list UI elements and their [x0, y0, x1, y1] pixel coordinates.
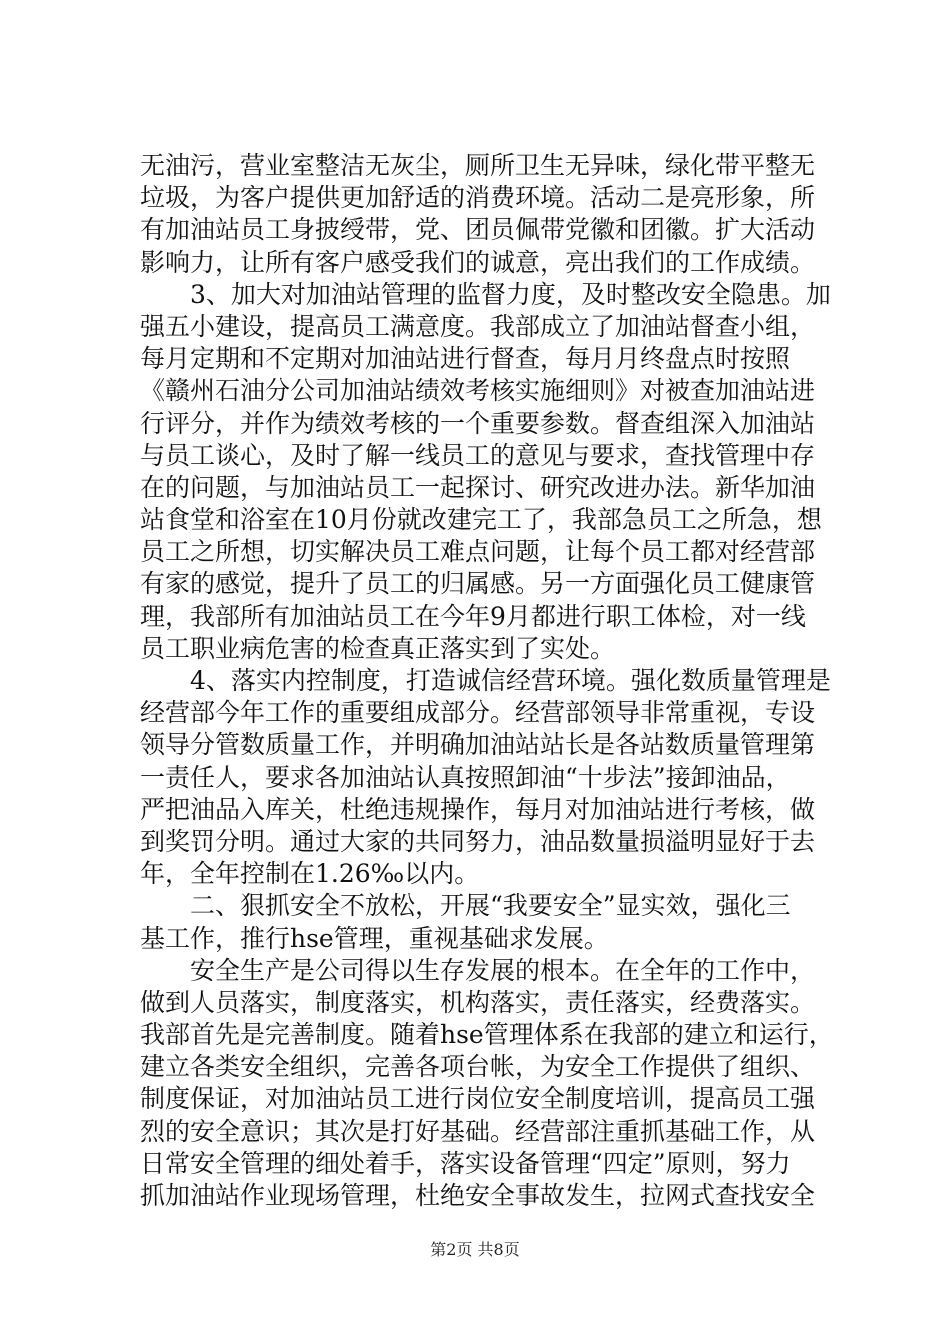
text-line: 在的问题，与加油站员工一起探讨、研究改进办法。新华加油	[140, 472, 816, 502]
text-line: 《赣州石油分公司加油站绩效考核实施细则》对被查加油站进	[140, 376, 816, 406]
text-line: 3、加大对加油站管理的监督力度，及时整改安全隐患。加	[140, 279, 831, 309]
text-line: 建立各类安全组织，完善各项台帐，为安全工作提供了组织、	[140, 1052, 816, 1082]
text-line: 理，我部所有加油站员工在今年9月都进行职工体检，对一线	[140, 601, 806, 631]
text-line: 4、落实内控制度，打造诚信经营环境。强化数质量管理是	[140, 666, 831, 695]
text-line: 经营部今年工作的重要组成部分。经营部领导非常重视，专设	[140, 698, 816, 728]
text-line: 无油污，营业室整洁无灰尘，厕所卫生无异味，绿化带平整无	[140, 151, 816, 180]
text-line: 基工作，推行hse管理，重视基础求发展。	[140, 923, 609, 953]
text-line: 每月定期和不定期对加油站进行督查，每月月终盘点时按照	[140, 344, 791, 374]
text-line: 有家的感觉，提升了员工的归属感。另一方面强化员工健康管	[140, 569, 816, 599]
text-line: 一责任人，要求各加油站认真按照卸油“十步法”接卸油品，	[140, 762, 791, 792]
text-line: 我部首先是完善制度。随着hse管理体系在我部的建立和运行，	[140, 1020, 834, 1050]
text-line: 站食堂和浴室在10月份就改建完工了，我部急员工之所急，想	[140, 505, 822, 535]
text-line: 二、狠抓安全不放松，开展“我要安全”显实效，强化三	[140, 891, 791, 921]
text-line: 行评分，并作为绩效考核的一个重要参数。督查组深入加油站	[140, 408, 816, 438]
text-line: 安全生产是公司得以生存发展的根本。在全年的工作中，	[140, 955, 816, 985]
text-line: 抓加油站作业现场管理，杜绝安全事故发生，拉网式查找安全	[140, 1181, 816, 1210]
text-line: 员工之所想，切实解决员工难点问题，让每个员工都对经营部	[140, 537, 816, 567]
text-line: 员工职业病危害的检查真正落实到了实处。	[140, 633, 616, 663]
text-line: 日常安全管理的细处着手，落实设备管理“四定”原则，努力	[140, 1148, 791, 1178]
text-line: 与员工谈心，及时了解一线员工的意见与要求，查找管理中存	[140, 440, 816, 470]
text-line: 做到人员落实，制度落实，机构落实，责任落实，经费落实。	[140, 987, 816, 1017]
text-line: 制度保证，对加油站员工进行岗位安全制度培训，提高员工强	[140, 1084, 816, 1114]
text-line: 影响力，让所有客户感受我们的诚意，亮出我们的工作成绩。	[140, 247, 816, 277]
text-line: 到奖罚分明。通过大家的共同努力，油品数量损溢明显好于去	[140, 826, 816, 856]
text-line: 烈的安全意识；其次是打好基础。经营部注重抓基础工作，从	[140, 1116, 816, 1146]
text-line: 严把油品入库关，杜绝违规操作，每月对加油站进行考核，做	[140, 794, 816, 824]
text-line: 有加油站员工身披绶带，党、团员佩带党徽和团徽。扩大活动	[140, 215, 816, 245]
page-footer: 第2页 共8页	[430, 1240, 520, 1259]
body-text	[140, 150, 840, 1212]
text-line: 年，全年控制在1.26‰以内。	[140, 859, 480, 889]
text-line: 强五小建设，提高员工满意度。我部成立了加油站督查小组，	[140, 311, 816, 341]
text-line: 领导分管数质量工作，并明确加油站站长是各站数质量管理第	[140, 730, 816, 760]
text-line: 垃圾，为客户提供更加舒适的消费环境。活动二是亮形象，所	[140, 183, 816, 213]
